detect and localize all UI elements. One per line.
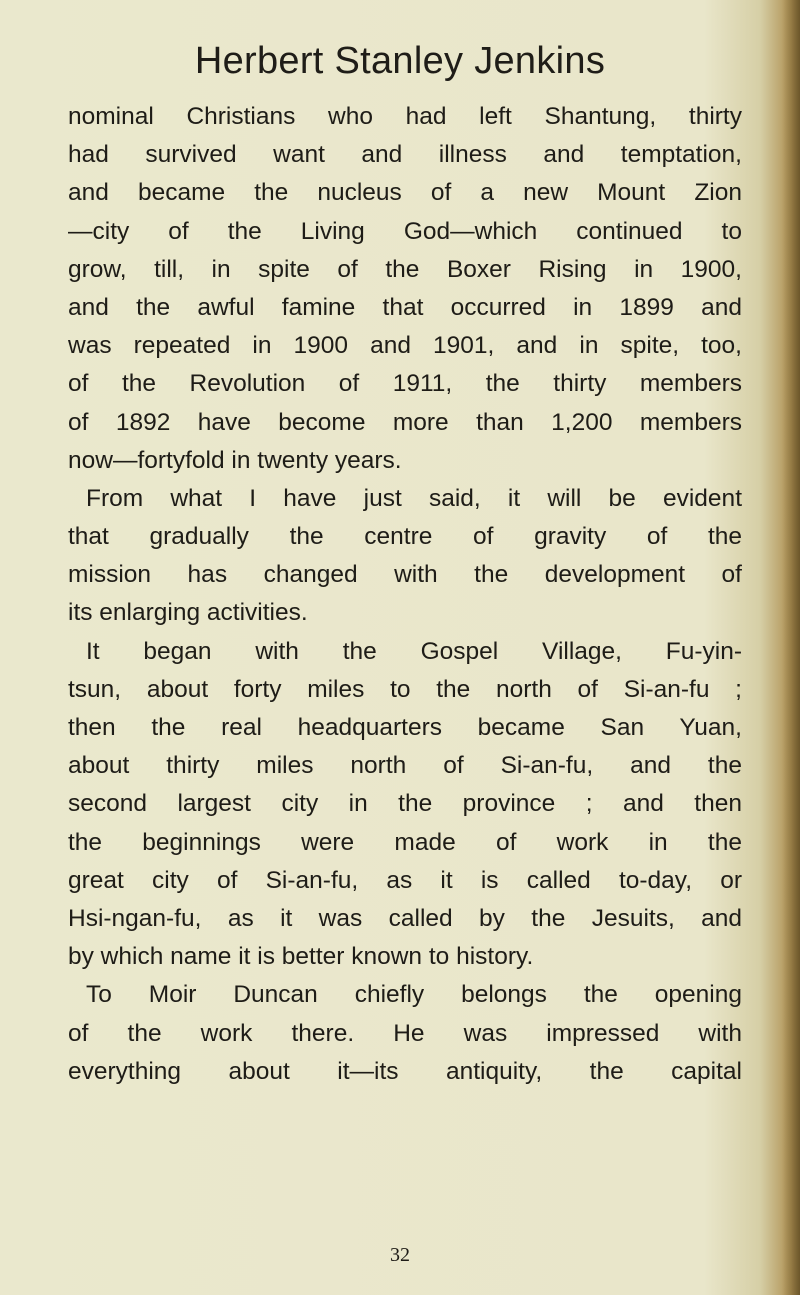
text-line: and the awful famine that occurred in 1899 and [68, 293, 742, 321]
text-line: its enlarging activities. [68, 599, 308, 627]
page-number: 32 [390, 1244, 410, 1266]
text-line: second largest city in the province ; and then [68, 790, 742, 818]
text-line: now—fortyfold in twenty years. [68, 446, 402, 474]
text-line: everything about it—its antiquity, the capital [68, 1057, 742, 1085]
body-text [68, 98, 742, 1091]
text-line: of the work there. He was impressed with [68, 1019, 742, 1047]
text-line: the beginnings were made of work in the [68, 828, 742, 856]
paragraph-start-line: From what I have just said, it will be evident [86, 484, 742, 512]
text-line: of the Revolution of 1911, the thirty members [68, 370, 742, 398]
text-line: that gradually the centre of gravity of the [68, 523, 742, 551]
text-line: great city of Si-an-fu, as it is called to-day, or [68, 866, 742, 894]
page-edge-shadow [782, 0, 800, 1295]
text-line: of 1892 have become more than 1,200 members [68, 408, 742, 436]
text-line: grow, till, in spite of the Boxer Rising in 1900, [68, 255, 742, 283]
text-line: was repeated in 1900 and 1901, and in spite, too, [68, 332, 742, 360]
paragraph-start-line: To Moir Duncan chiefly belongs the opening [86, 981, 742, 1009]
text-line: —city of the Living God—which continued to [68, 217, 742, 245]
text-line: then the real headquarters became San Yuan, [68, 714, 742, 741]
paragraph-start-line: It began with the Gospel Village, Fu-yin- [86, 637, 742, 665]
text-line: nominal Christians who had left Shantung, thirty [68, 103, 742, 130]
text-line: Hsi-ngan-fu, as it was called by the Jesuits, and [68, 904, 742, 932]
text-line: had survived want and illness and temptation, [68, 141, 742, 169]
running-head: Herbert Stanley Jenkins [194, 40, 606, 82]
text-line: tsun, about forty miles to the north of Si-an-fu ; [68, 675, 742, 703]
text-line: and became the nucleus of a new Mount Zion [68, 179, 742, 207]
text-line: about thirty miles north of Si-an-fu, and the [68, 752, 742, 780]
text-line: by which name it is better known to history. [68, 943, 534, 971]
text-line: mission has changed with the development of [68, 561, 742, 589]
